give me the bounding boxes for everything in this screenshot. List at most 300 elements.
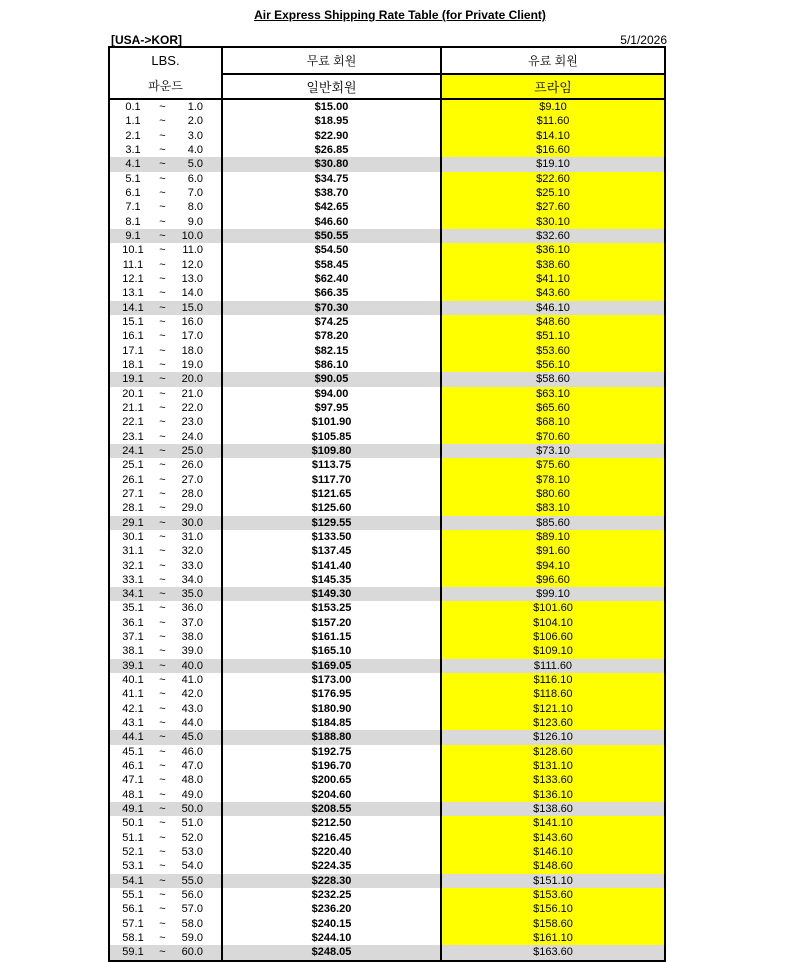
table-row	[110, 802, 664, 816]
table-row	[110, 372, 664, 386]
free-rate: $22.90	[221, 129, 440, 143]
weight-tilde: ~	[159, 129, 166, 142]
prime-rate: $161.10	[440, 931, 664, 945]
weight-tilde: ~	[159, 745, 166, 758]
weight-from: 30.1	[122, 530, 144, 543]
free-rate: $101.90	[221, 415, 440, 429]
route-label: [USA->KOR]	[111, 33, 182, 47]
free-rate: $173.00	[221, 673, 440, 687]
weight-tilde: ~	[159, 545, 166, 558]
weight-tilde: ~	[159, 688, 166, 701]
weight-tilde: ~	[159, 244, 166, 257]
weight-from: 58.1	[122, 932, 144, 945]
weight-tilde: ~	[159, 602, 166, 615]
prime-rate: $158.60	[440, 917, 664, 931]
weight-from: 1.1	[125, 115, 141, 128]
table-body	[110, 100, 664, 960]
prime-rate: $78.10	[440, 473, 664, 487]
weight-to: 30.0	[181, 516, 203, 529]
table-row	[110, 917, 664, 931]
weight-from: 46.1	[122, 760, 144, 773]
rate-table	[108, 46, 666, 962]
free-rate: $176.95	[221, 687, 440, 701]
weight-to: 34.0	[181, 573, 203, 586]
free-rate: $149.30	[221, 587, 440, 601]
table-row	[110, 630, 664, 644]
table-row	[110, 902, 664, 916]
free-rate: $66.35	[221, 286, 440, 300]
free-rate: $212.50	[221, 816, 440, 830]
weight-from: 50.1	[122, 817, 144, 830]
weight-from: 34.1	[122, 588, 144, 601]
prime-rate: $111.60	[440, 659, 664, 673]
weight-to: 16.0	[181, 315, 203, 328]
prime-header-top: 유료 회원	[440, 48, 664, 73]
prime-rate: $106.60	[440, 630, 664, 644]
prime-rate: $11.60	[440, 114, 664, 128]
table-row	[110, 759, 664, 773]
weight-to: 38.0	[181, 631, 203, 644]
weight-tilde: ~	[159, 172, 166, 185]
prime-rate: $138.60	[440, 802, 664, 816]
weight-from: 11.1	[122, 258, 144, 271]
weight-from: 40.1	[122, 674, 144, 687]
prime-rate: $56.10	[440, 358, 664, 372]
free-rate: $240.15	[221, 917, 440, 931]
table-row	[110, 745, 664, 759]
weight-to: 46.0	[181, 745, 203, 758]
weight-to: 23.0	[181, 416, 203, 429]
table-row	[110, 229, 664, 243]
free-rate: $30.80	[221, 157, 440, 171]
weight-tilde: ~	[159, 301, 166, 314]
prime-rate: $126.10	[440, 730, 664, 744]
weight-tilde: ~	[159, 258, 166, 271]
weight-tilde: ~	[159, 158, 166, 171]
table-row	[110, 845, 664, 859]
weight-tilde: ~	[159, 272, 166, 285]
weight-to: 55.0	[181, 874, 203, 887]
weight-from: 56.1	[122, 903, 144, 916]
prime-rate: $136.10	[440, 788, 664, 802]
weight-tilde: ~	[159, 459, 166, 472]
weight-tilde: ~	[159, 645, 166, 658]
free-rate: $58.45	[221, 258, 440, 272]
weight-from: 6.1	[125, 186, 141, 199]
table-row	[110, 415, 664, 429]
page-title: Air Express Shipping Rate Table (for Private Client)	[254, 8, 546, 22]
weight-from: 48.1	[122, 788, 144, 801]
free-rate: $78.20	[221, 329, 440, 343]
prime-rate: $51.10	[440, 329, 664, 343]
weight-tilde: ~	[159, 788, 166, 801]
free-rate: $232.25	[221, 888, 440, 902]
table-row	[110, 587, 664, 601]
weight-tilde: ~	[159, 229, 166, 242]
weight-tilde: ~	[159, 588, 166, 601]
weight-from: 36.1	[122, 616, 144, 629]
weight-to: 13.0	[181, 272, 203, 285]
weight-to: 33.0	[181, 559, 203, 572]
weight-to: 26.0	[181, 459, 203, 472]
weight-to: 48.0	[181, 774, 203, 787]
table-row	[110, 859, 664, 873]
table-row	[110, 200, 664, 214]
weight-tilde: ~	[159, 946, 166, 959]
weight-tilde: ~	[159, 516, 166, 529]
weight-from: 15.1	[122, 315, 144, 328]
weight-from: 41.1	[122, 688, 144, 701]
prime-rate: $53.60	[440, 344, 664, 358]
prime-rate: $133.60	[440, 773, 664, 787]
table-row	[110, 530, 664, 544]
free-rate: $34.75	[221, 172, 440, 186]
prime-rate: $94.10	[440, 559, 664, 573]
weight-tilde: ~	[159, 487, 166, 500]
weight-tilde: ~	[159, 817, 166, 830]
weight-tilde: ~	[159, 674, 166, 687]
weight-tilde: ~	[159, 860, 166, 873]
table-row	[110, 687, 664, 701]
prime-rate: $89.10	[440, 530, 664, 544]
table-row	[110, 329, 664, 343]
table-row	[110, 716, 664, 730]
weight-tilde: ~	[159, 143, 166, 156]
table-row	[110, 315, 664, 329]
weight-from: 4.1	[125, 158, 141, 171]
free-rate: $90.05	[221, 372, 440, 386]
weight-to: 4.0	[187, 143, 203, 156]
weight-tilde: ~	[159, 831, 166, 844]
table-row	[110, 473, 664, 487]
prime-rate: $25.10	[440, 186, 664, 200]
free-rate: $18.95	[221, 114, 440, 128]
prime-rate: $27.60	[440, 200, 664, 214]
free-rate: $121.65	[221, 487, 440, 501]
prime-rate: $104.10	[440, 616, 664, 630]
table-row	[110, 172, 664, 186]
weight-to: 19.0	[181, 358, 203, 371]
prime-rate: $22.60	[440, 172, 664, 186]
table-row	[110, 286, 664, 300]
prime-rate: $75.60	[440, 458, 664, 472]
weight-from: 57.1	[122, 917, 144, 930]
free-rate: $113.75	[221, 458, 440, 472]
weight-to: 20.0	[181, 373, 203, 386]
weight-tilde: ~	[159, 932, 166, 945]
table-row	[110, 401, 664, 415]
table-row	[110, 272, 664, 286]
weight-to: 57.0	[181, 903, 203, 916]
free-rate: $86.10	[221, 358, 440, 372]
table-row	[110, 344, 664, 358]
weight-from: 28.1	[122, 502, 144, 515]
weight-to: 11.0	[182, 244, 203, 257]
table-row	[110, 831, 664, 845]
table-row	[110, 945, 664, 959]
prime-rate: $99.10	[440, 587, 664, 601]
weight-from: 0.1	[125, 101, 141, 113]
weight-to: 43.0	[181, 702, 203, 715]
weight-from: 3.1	[125, 143, 141, 156]
table-row	[110, 874, 664, 888]
weight-from: 16.1	[122, 330, 144, 343]
weight-from: 51.1	[122, 831, 144, 844]
free-rate: $97.95	[221, 401, 440, 415]
weight-to: 39.0	[181, 645, 203, 658]
weight-to: 58.0	[181, 917, 203, 930]
prime-rate: $85.60	[440, 516, 664, 530]
free-rate: $208.55	[221, 802, 440, 816]
table-row	[110, 516, 664, 530]
weight-from: 9.1	[125, 229, 141, 242]
weight-tilde: ~	[159, 774, 166, 787]
weight-to: 25.0	[181, 444, 203, 457]
weight-from: 42.1	[122, 702, 144, 715]
table-row	[110, 788, 664, 802]
weight-tilde: ~	[159, 889, 166, 902]
prime-rate: $70.60	[440, 430, 664, 444]
prime-rate: $109.10	[440, 644, 664, 658]
weight-from: 12.1	[122, 272, 144, 285]
weight-tilde: ~	[159, 358, 166, 371]
weight-from: 47.1	[122, 774, 144, 787]
weight-tilde: ~	[159, 659, 166, 672]
weight-tilde: ~	[159, 315, 166, 328]
weight-to: 10.0	[181, 229, 203, 242]
free-rate: $94.00	[221, 387, 440, 401]
prime-rate: $19.10	[440, 157, 664, 171]
free-rate: $141.40	[221, 559, 440, 573]
weight-from: 39.1	[122, 659, 144, 672]
free-rate: $188.80	[221, 730, 440, 744]
table-row	[110, 143, 664, 157]
weight-tilde: ~	[159, 201, 166, 214]
weight-from: 44.1	[122, 731, 144, 744]
weight-tilde: ~	[159, 430, 166, 443]
weight-from: 13.1	[122, 287, 144, 300]
weight-from: 10.1	[122, 244, 144, 257]
free-rate: $70.30	[221, 301, 440, 315]
weight-from: 20.1	[122, 387, 144, 400]
free-rate: $82.15	[221, 344, 440, 358]
weight-header-top: LBS.	[151, 53, 180, 68]
weight-from: 35.1	[122, 602, 144, 615]
prime-rate: $80.60	[440, 487, 664, 501]
prime-rate: $101.60	[440, 601, 664, 615]
free-rate: $204.60	[221, 788, 440, 802]
weight-to: 14.0	[181, 287, 203, 300]
prime-rate: $116.10	[440, 673, 664, 687]
weight-from: 7.1	[125, 201, 141, 214]
free-rate: $145.35	[221, 573, 440, 587]
free-rate: $244.10	[221, 931, 440, 945]
weight-to: 36.0	[181, 602, 203, 615]
weight-to: 8.0	[187, 201, 203, 214]
weight-tilde: ~	[159, 373, 166, 386]
weight-tilde: ~	[159, 702, 166, 715]
prime-rate: $146.10	[440, 845, 664, 859]
weight-to: 56.0	[181, 889, 203, 902]
weight-to: 29.0	[181, 502, 203, 515]
table-row	[110, 258, 664, 272]
free-rate: $26.85	[221, 143, 440, 157]
prime-rate: $38.60	[440, 258, 664, 272]
weight-to: 6.0	[187, 172, 203, 185]
free-rate: $248.05	[221, 945, 440, 959]
weight-to: 28.0	[181, 487, 203, 500]
weight-tilde: ~	[159, 530, 166, 543]
weight-to: 1.0	[187, 101, 203, 113]
table-row	[110, 601, 664, 615]
weight-from: 53.1	[122, 860, 144, 873]
weight-to: 7.0	[187, 186, 203, 199]
prime-rate: $153.60	[440, 888, 664, 902]
prime-rate: $128.60	[440, 745, 664, 759]
weight-to: 49.0	[181, 788, 203, 801]
table-row	[110, 458, 664, 472]
weight-tilde: ~	[159, 731, 166, 744]
weight-from: 43.1	[122, 717, 144, 730]
weight-to: 35.0	[181, 588, 203, 601]
free-header-top: 무료 회원	[221, 48, 440, 73]
prime-rate: $73.10	[440, 444, 664, 458]
free-rate: $169.05	[221, 659, 440, 673]
free-header-bottom: 일반회원	[221, 73, 440, 98]
prime-rate: $58.60	[440, 372, 664, 386]
table-row	[110, 301, 664, 315]
weight-tilde: ~	[159, 803, 166, 816]
weight-from: 8.1	[125, 215, 141, 228]
weight-to: 60.0	[181, 946, 203, 959]
weight-to: 44.0	[181, 717, 203, 730]
prime-rate: $36.10	[440, 243, 664, 257]
free-rate: $42.65	[221, 200, 440, 214]
table-row	[110, 816, 664, 830]
prime-header-bottom: 프라임	[440, 73, 664, 98]
weight-from: 54.1	[122, 874, 144, 887]
prime-rate: $141.10	[440, 816, 664, 830]
table-row	[110, 243, 664, 257]
weight-from: 55.1	[122, 889, 144, 902]
weight-to: 47.0	[181, 760, 203, 773]
table-row	[110, 673, 664, 687]
weight-from: 19.1	[122, 373, 144, 386]
table-row	[110, 501, 664, 515]
free-rate: $38.70	[221, 186, 440, 200]
free-rate: $236.20	[221, 902, 440, 916]
weight-to: 53.0	[181, 846, 203, 859]
prime-rate: $131.10	[440, 759, 664, 773]
weight-to: 59.0	[181, 932, 203, 945]
prime-rate: $156.10	[440, 902, 664, 916]
prime-rate: $43.60	[440, 286, 664, 300]
weight-from: 23.1	[122, 430, 144, 443]
weight-tilde: ~	[159, 631, 166, 644]
weight-to: 18.0	[181, 344, 203, 357]
prime-rate: $68.10	[440, 415, 664, 429]
weight-to: 50.0	[181, 803, 203, 816]
weight-tilde: ~	[159, 344, 166, 357]
weight-from: 27.1	[122, 487, 144, 500]
weight-to: 9.0	[187, 215, 203, 228]
weight-to: 31.0	[181, 530, 203, 543]
free-rate: $180.90	[221, 702, 440, 716]
free-rate: $54.50	[221, 243, 440, 257]
weight-from: 24.1	[122, 444, 144, 457]
table-row	[110, 186, 664, 200]
table-row	[110, 544, 664, 558]
prime-rate: $96.60	[440, 573, 664, 587]
weight-from: 29.1	[122, 516, 144, 529]
weight-from: 21.1	[122, 401, 144, 414]
table-row	[110, 888, 664, 902]
weight-from: 49.1	[122, 803, 144, 816]
weight-to: 27.0	[181, 473, 203, 486]
table-row	[110, 573, 664, 587]
free-rate: $129.55	[221, 516, 440, 530]
prime-rate: $48.60	[440, 315, 664, 329]
weight-from: 32.1	[122, 559, 144, 572]
free-rate: $133.50	[221, 530, 440, 544]
free-rate: $109.80	[221, 444, 440, 458]
weight-from: 18.1	[122, 358, 144, 371]
weight-from: 37.1	[122, 631, 144, 644]
table-row	[110, 559, 664, 573]
table-row	[110, 931, 664, 945]
weight-from: 33.1	[122, 573, 144, 586]
weight-from: 26.1	[122, 473, 144, 486]
free-rate: $224.35	[221, 859, 440, 873]
weight-tilde: ~	[159, 559, 166, 572]
weight-tilde: ~	[159, 502, 166, 515]
weight-to: 32.0	[181, 545, 203, 558]
table-row	[110, 773, 664, 787]
prime-rate: $118.60	[440, 687, 664, 701]
date-label: 5/1/2026	[620, 33, 667, 47]
weight-tilde: ~	[159, 115, 166, 128]
weight-from: 38.1	[122, 645, 144, 658]
table-row	[110, 157, 664, 171]
weight-tilde: ~	[159, 444, 166, 457]
weight-tilde: ~	[159, 616, 166, 629]
free-rate: $105.85	[221, 430, 440, 444]
free-rate: $228.30	[221, 874, 440, 888]
header-row-top	[110, 48, 664, 73]
weight-tilde: ~	[159, 573, 166, 586]
prime-rate: $14.10	[440, 129, 664, 143]
weight-tilde: ~	[159, 760, 166, 773]
weight-from: 31.1	[122, 545, 144, 558]
prime-rate: $121.10	[440, 702, 664, 716]
table-row	[110, 129, 664, 143]
free-rate: $125.60	[221, 501, 440, 515]
table-row	[110, 358, 664, 372]
weight-tilde: ~	[159, 473, 166, 486]
weight-from: 5.1	[125, 172, 141, 185]
weight-to: 21.0	[181, 387, 203, 400]
weight-to: 51.0	[181, 817, 203, 830]
weight-tilde: ~	[159, 903, 166, 916]
weight-tilde: ~	[159, 717, 166, 730]
weight-to: 54.0	[181, 860, 203, 873]
weight-to: 52.0	[181, 831, 203, 844]
weight-tilde: ~	[159, 416, 166, 429]
weight-to: 17.0	[181, 330, 203, 343]
weight-to: 22.0	[181, 401, 203, 414]
weight-header-bottom: 파운드	[148, 79, 183, 93]
prime-rate: $41.10	[440, 272, 664, 286]
